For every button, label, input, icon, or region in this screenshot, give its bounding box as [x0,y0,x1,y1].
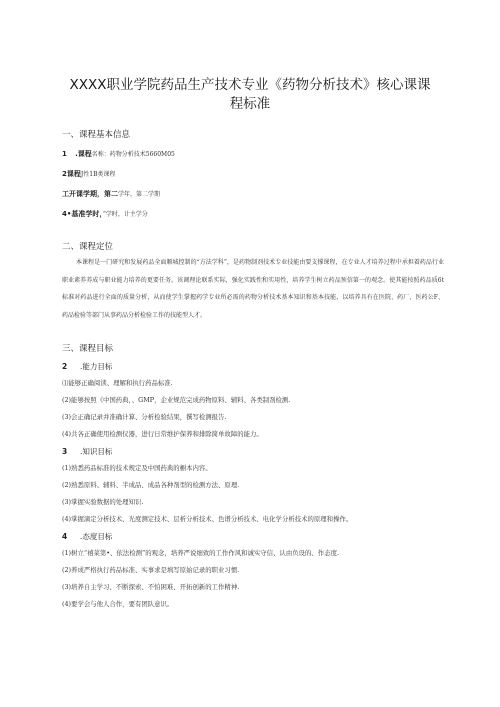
info-value: ”学时，计主学分 [102,211,148,218]
section-2-heading: 二、课程定位 [62,242,114,252]
document-title [50,76,450,114]
subsection-label: .知识目标 [80,447,113,456]
list-item: ⑴能够正确阅读、理解和执行药品标准. [62,379,173,387]
list-item: (2)能够按照《中国药典，、GMP，企业规范完成药物原料、辅料、各类制剂检测. [62,396,291,404]
info-hours [62,209,148,219]
info-course-name [62,149,175,159]
info-value: 名称：药物分析技术5660M05 [91,151,175,158]
info-value: 学年，第二学期 [118,191,161,198]
info-course-type [62,169,116,179]
list-item: (4)掌握滴定分析技术、光度测定技术、层析分析技术、色谱分析技术、电化学分析技术的原理和操作。 [62,515,353,523]
subsection-number: 4 [62,532,68,541]
info-value: J性1B类课程 [80,171,116,178]
list-item: (3)掌握实验数据的处理知识. [62,498,144,506]
ability-goals-heading [62,361,112,372]
list-item: (1)树立“禧菜第•、依法检测”的观念，培养严说细致的工作作风和诚实守信、认由负设的、作态度. [62,549,340,557]
info-semester [62,189,160,199]
list-item: (2)养成严格执行药品标准、实事求是填写原始记录的职业习惯. [62,566,240,574]
knowledge-goals-heading [62,446,112,457]
list-item: (3)培养自主学习、不断探索、不怕困难、开拓创新的工作精神. [62,583,240,591]
info-prefix: 4• [62,210,72,218]
section-1-heading: 一、课程基本信息 [62,130,131,140]
list-item: (4)要学会与他人合作，要有团队意识。 [62,600,174,608]
info-label: 课程 [66,170,81,178]
title-line-1: XXXX职业学院药品生产技术专业《药物分析技术》核心课课 [69,77,431,93]
list-item: (4)共各正确使用检测仪器，进行日常维护保养和排除简单故障的能力。 [62,430,263,438]
subsection-number: 3 [62,447,68,456]
list-item: (3)会正确记录并准确计算、分析检验结果，撰写检测报告. [62,413,227,421]
section-3-heading: 三、课程目标 [62,344,114,354]
subsection-number: 2 [62,362,68,371]
subsection-label: .能力目标 [80,362,113,371]
subsection-label: .态度目标 [80,532,113,541]
info-label: .课程 [75,150,92,158]
info-prefix: 2 [62,170,67,178]
attitude-goals-heading [62,531,112,542]
title-line-2: 程标准 [229,96,271,112]
list-item: (2)熟悉原料、辅料、半成品、成品各种剂型的检测方法、原理. [62,481,240,489]
info-prefix: 1 [62,150,67,158]
info-label: 基准学时， [71,210,103,218]
course-positioning-paragraph: 本课程是一门研究和发展药品全面顺城控制的“方法学科”，是药物制剂技术专业技能由要支撑课程，在专业人才培养过程中承担着药品行业职业素养养成与职业能力培养的更要任务。该调理论联系实际，强化实践性和实用性，培养学生树立药品预信第一的观念。使其能按照药品质6t标准对药品进行全面的质量分析，从而使学生掌握药学专业所必需的药物分析技术基本知识和基本技能，以培养具有在医院、药厂、医药公F、药品检验等部门从事药品分析检验工作的技能型人才。 [62,259,444,319]
info-label: 工开课学期，第二 [62,190,118,198]
list-item: (1)熟悉药品标准的技术规定及中国药典的橱本内容。 [62,464,212,472]
